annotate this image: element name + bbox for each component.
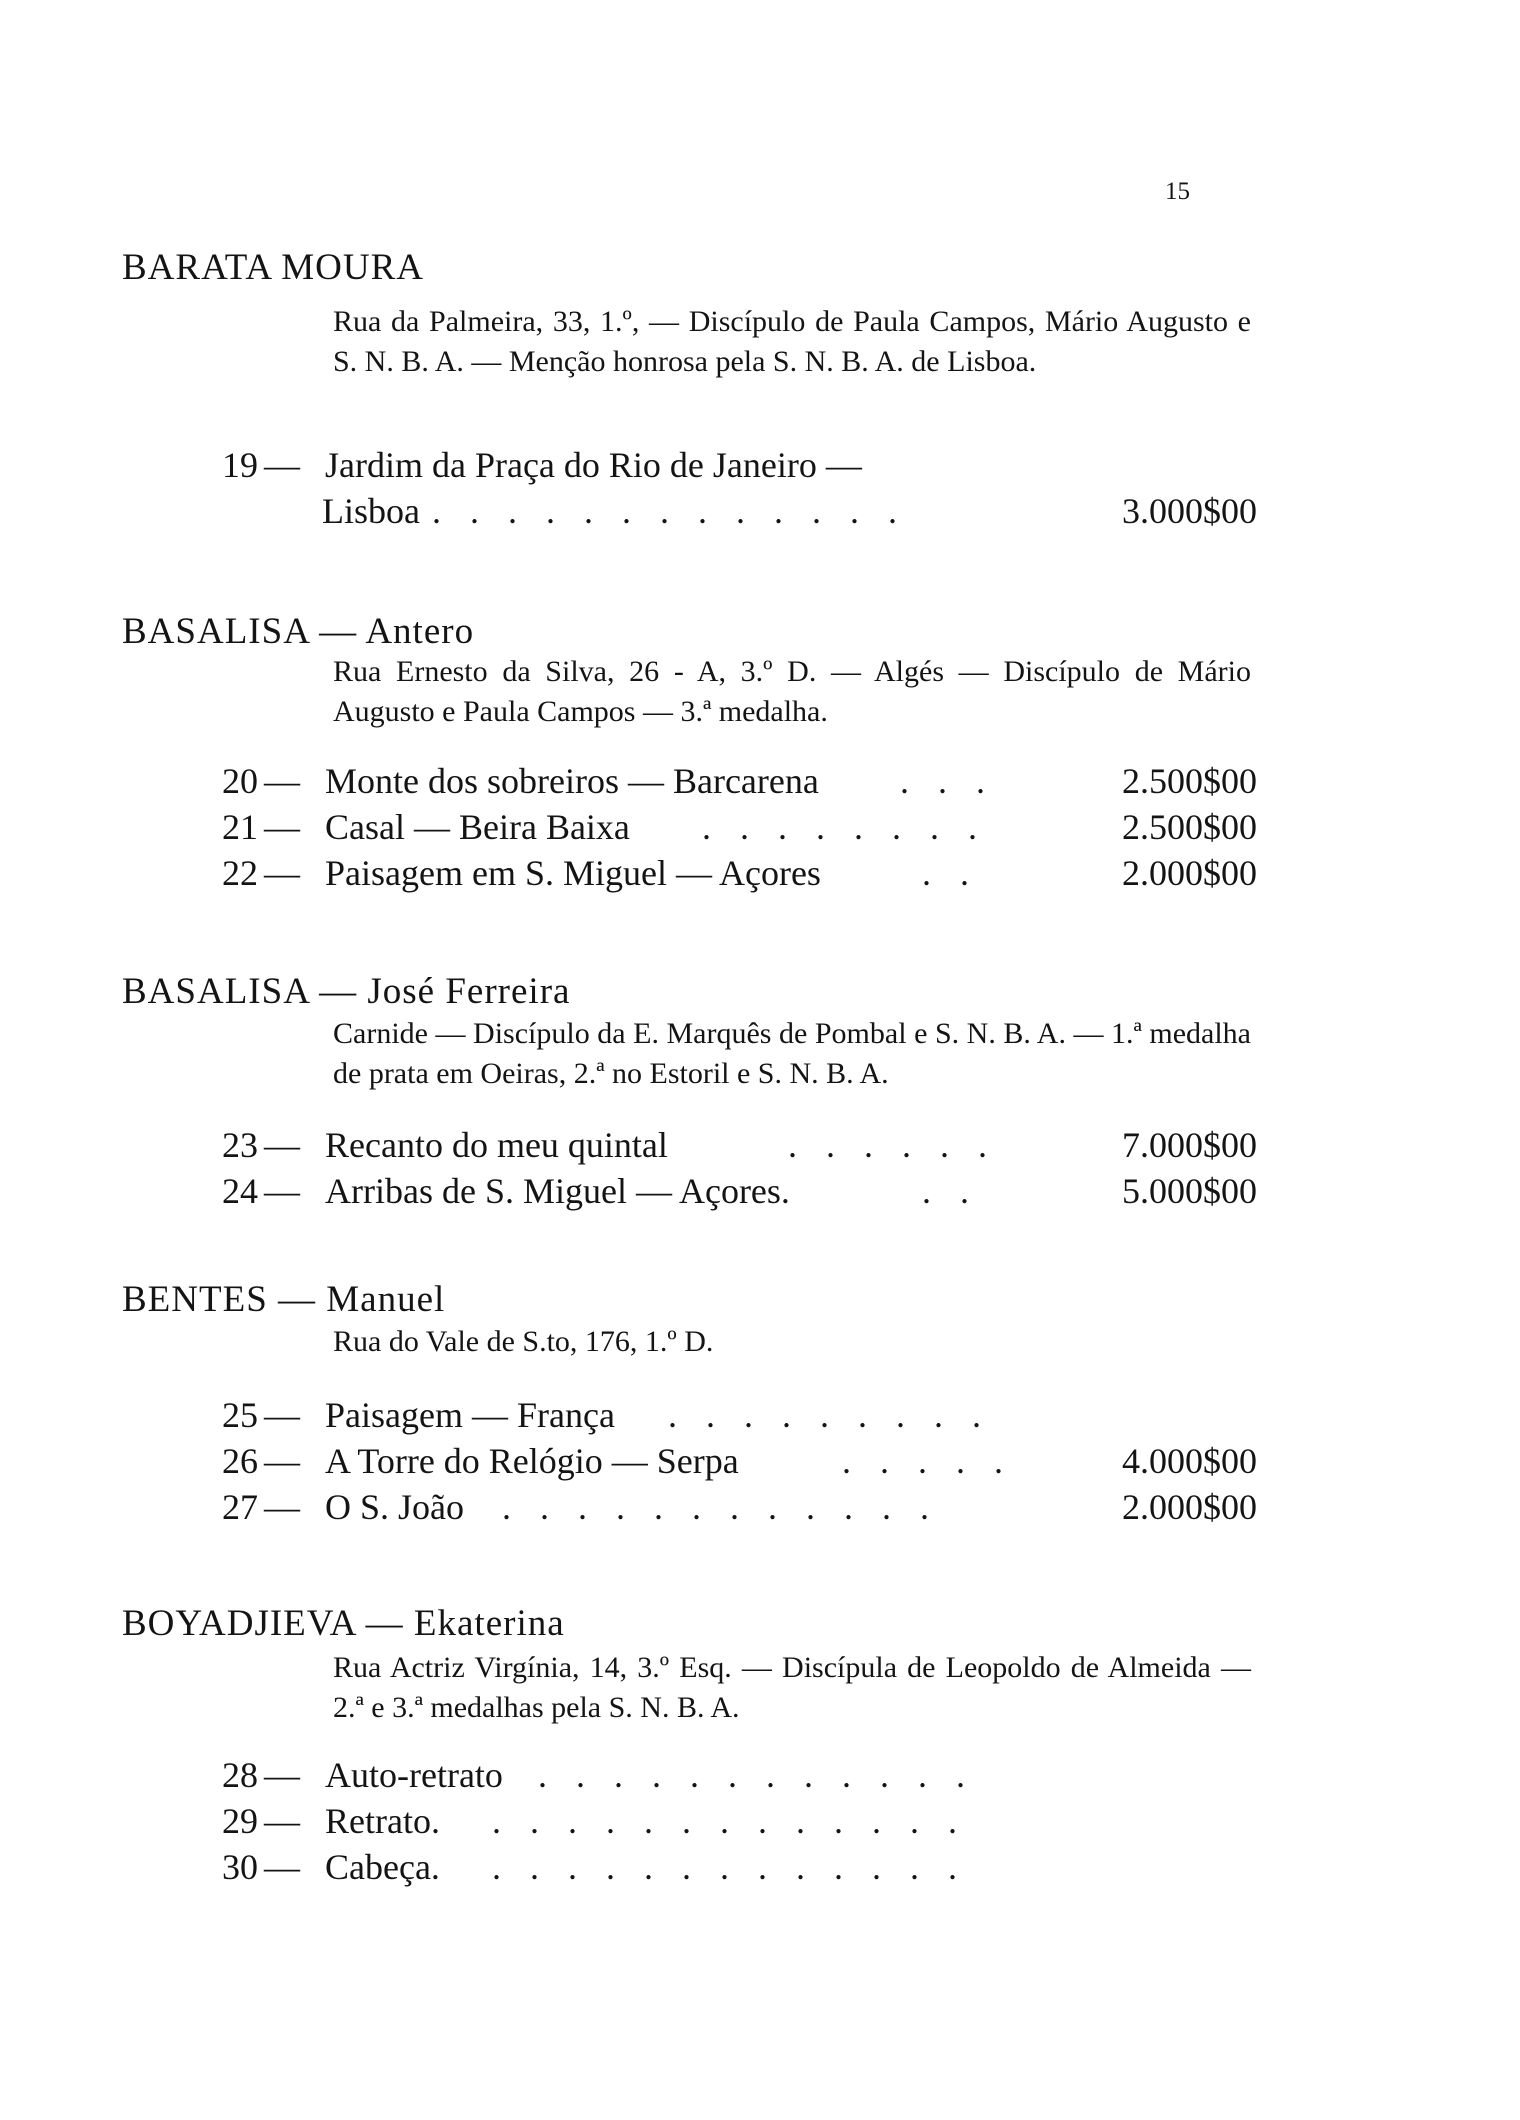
work-title: O S. João xyxy=(325,1487,465,1527)
dot-leaders: . . . . . . . . xyxy=(702,807,987,847)
dash: — xyxy=(264,445,300,485)
work-title: Monte dos sobreiros — Barcarena xyxy=(325,761,819,801)
dot-leaders: . . xyxy=(922,853,979,893)
artist-name: BASALISA — Antero xyxy=(122,611,475,652)
work-price: 2.000$00 xyxy=(1122,853,1257,893)
work-title: Jardim da Praça do Rio de Janeiro — xyxy=(325,445,862,485)
work-number: 21 xyxy=(222,807,258,847)
dot-leaders: . . . . . . . . . . . . xyxy=(538,1755,975,1795)
dash: — xyxy=(264,1125,300,1165)
work-title-line2: Lisboa xyxy=(322,491,420,531)
work-number: 25 xyxy=(222,1395,258,1435)
artist-bio: Rua do Vale de S.to, 176, 1.º D. xyxy=(333,1325,714,1358)
work-price: 7.000$00 xyxy=(1122,1125,1257,1165)
dash: — xyxy=(264,1801,300,1841)
work-row xyxy=(222,1124,1257,1170)
artist-name: BASALISA — José Ferreira xyxy=(122,971,571,1012)
work-row xyxy=(222,444,1257,490)
work-row-continuation xyxy=(222,490,1257,536)
dash: — xyxy=(264,807,300,847)
dash: — xyxy=(264,853,300,893)
artist-bio: Rua Actriz Virgínia, 14, 3.º Esq. — Discípula de Leopoldo de Almeida — 2.ª e 3.ª medalhas pela S. N. B. A. xyxy=(333,1651,1251,1724)
work-row xyxy=(222,760,1257,806)
artist-bio: Rua Ernesto da Silva, 26 - A, 3.º D. — Algés — Discípulo de Mário Augusto e Paula Campos — 3.ª medalha. xyxy=(333,655,1251,728)
dash: — xyxy=(264,761,300,801)
work-number: 30 xyxy=(222,1847,258,1887)
dot-leaders: . . . . . . . . . . . . . xyxy=(492,1847,967,1887)
work-number: 22 xyxy=(222,853,258,893)
dash: — xyxy=(264,1441,300,1481)
work-title: Retrato. xyxy=(325,1801,440,1841)
work-number: 26 xyxy=(222,1441,258,1481)
work-price: 2.000$00 xyxy=(1122,1487,1257,1527)
work-title: Arribas de S. Miguel — Açores. xyxy=(325,1171,790,1211)
work-title: Paisagem — França xyxy=(325,1395,615,1435)
dash: — xyxy=(264,1847,300,1887)
work-title: Paisagem em S. Miguel — Açores xyxy=(325,853,821,893)
work-title: Auto-retrato xyxy=(325,1755,503,1795)
dot-leaders: . . . . . xyxy=(842,1441,1013,1481)
work-number: 29 xyxy=(222,1801,258,1841)
work-title: Recanto do meu quintal xyxy=(325,1125,668,1165)
work-row xyxy=(222,1486,1257,1532)
dot-leaders: . . . . . . xyxy=(788,1125,997,1165)
page-number: 15 xyxy=(1165,178,1190,205)
dot-leaders: . . . . . . . . . xyxy=(668,1395,991,1435)
dash: — xyxy=(264,1395,300,1435)
work-row xyxy=(222,1800,1257,1846)
work-row xyxy=(222,1846,1257,1892)
artist-name: BENTES — Manuel xyxy=(122,1279,446,1320)
work-number: 23 xyxy=(222,1125,258,1165)
work-title: Casal — Beira Baixa xyxy=(325,807,630,847)
dot-leaders: . . xyxy=(922,1171,979,1211)
dash: — xyxy=(264,1755,300,1795)
work-price: 3.000$00 xyxy=(1122,491,1257,531)
work-price: 5.000$00 xyxy=(1122,1171,1257,1211)
dot-leaders: . . . xyxy=(900,761,995,801)
work-row xyxy=(222,1394,1257,1440)
work-number: 19 xyxy=(222,445,258,485)
work-number: 27 xyxy=(222,1487,258,1527)
work-number: 20 xyxy=(222,761,258,801)
work-price: 2.500$00 xyxy=(1122,761,1257,801)
artist-bio: Rua da Palmeira, 33, 1.º, — Discípulo de Paula Campos, Mário Augusto e S. N. B. A. — Menção honrosa pela S. N. B. A. de Lisboa. xyxy=(333,305,1251,378)
work-row xyxy=(222,1440,1257,1486)
work-row xyxy=(222,1754,1257,1800)
work-price: 2.500$00 xyxy=(1122,807,1257,847)
work-row xyxy=(222,806,1257,852)
work-title: A Torre do Relógio — Serpa xyxy=(325,1441,739,1481)
work-number: 24 xyxy=(222,1171,258,1211)
work-number: 28 xyxy=(222,1755,258,1795)
dot-leaders: . . . . . . . . . . . . . xyxy=(492,1801,967,1841)
work-row xyxy=(222,852,1257,898)
artist-name: BOYADJIEVA — Ekaterina xyxy=(122,1603,565,1644)
work-price: 4.000$00 xyxy=(1122,1441,1257,1481)
dot-leaders: . . . . . . . . . . . . . xyxy=(432,491,907,531)
dash: — xyxy=(264,1171,300,1211)
artist-name: BARATA MOURA xyxy=(122,247,425,288)
dot-leaders: . . . . . . . . . . . . xyxy=(502,1487,939,1527)
artist-bio: Carnide — Discípulo da E. Marquês de Pombal e S. N. B. A. — 1.ª medalha de prata em Oeiras, 2.ª no Estoril e S. N. B. A. xyxy=(333,1017,1251,1090)
work-title: Cabeça. xyxy=(325,1847,440,1887)
work-row xyxy=(222,1170,1257,1216)
dash: — xyxy=(264,1487,300,1527)
